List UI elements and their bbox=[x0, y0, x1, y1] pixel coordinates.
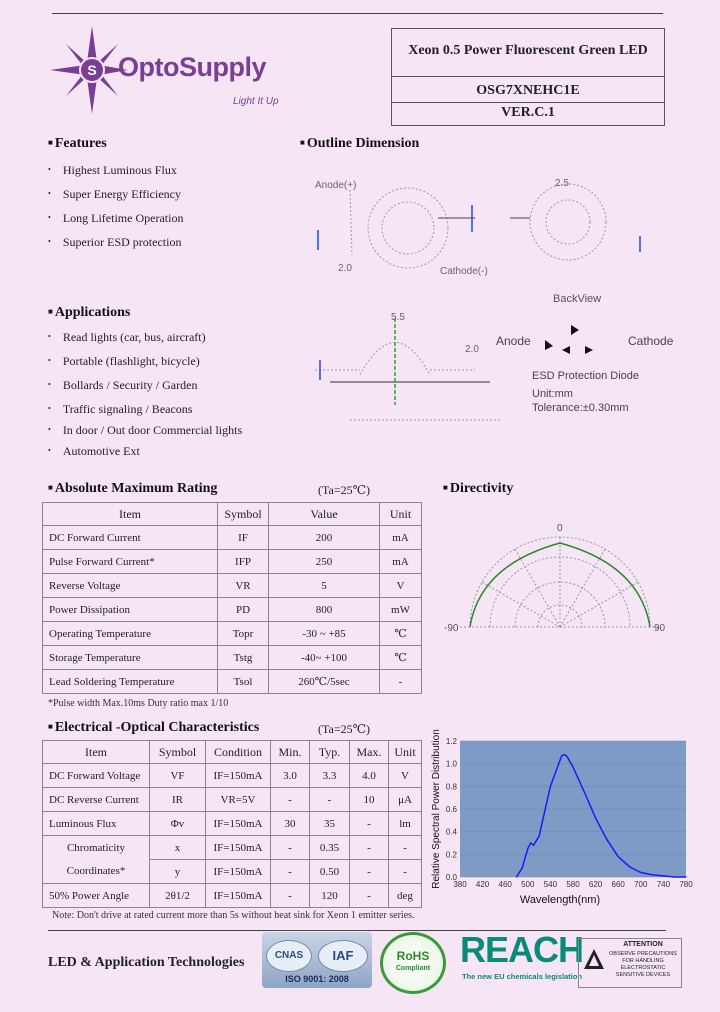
top-rule bbox=[52, 13, 663, 14]
feature-item: • Superior ESD protection bbox=[48, 235, 181, 250]
y-tick-label: 0.8 bbox=[445, 782, 457, 792]
electrical-table bbox=[42, 740, 422, 908]
cell-item: Power Dissipation bbox=[43, 598, 218, 622]
reach-sub: The new EU chemicals legislation bbox=[462, 972, 583, 981]
brand-name: OptoSupply bbox=[118, 52, 266, 82]
spectrum-chart bbox=[428, 729, 693, 907]
table-row bbox=[43, 764, 422, 788]
electrical-heading: ■ Electrical -Optical Characteristics bbox=[48, 720, 259, 736]
col-header: Min. bbox=[271, 741, 310, 764]
outline-dimension-drawing bbox=[300, 160, 700, 425]
cell-item: Storage Temperature bbox=[43, 646, 218, 670]
dimension-line bbox=[350, 190, 352, 255]
col-header: Unit bbox=[380, 503, 422, 526]
cell-condition: VR=5V bbox=[206, 788, 271, 812]
polar-spoke bbox=[515, 549, 560, 627]
cell-symbol: PD bbox=[218, 598, 269, 622]
product-title: Xeon 0.5 Power Fluorescent Green LED bbox=[408, 43, 648, 58]
cell-condition: IF=150mA bbox=[206, 884, 271, 908]
x-tick-label: 780 bbox=[679, 880, 693, 889]
spectrum-data-point bbox=[564, 754, 565, 755]
cell-value: 250 bbox=[269, 550, 380, 574]
cell-symbol: VR bbox=[218, 574, 269, 598]
version: VER.C.1 bbox=[501, 105, 555, 120]
cell-symbol: Φv bbox=[150, 812, 206, 836]
electrical-note: Note: Don't drive at rated current more than 5s without heat sink for Xeon 1 emitter series. bbox=[52, 910, 415, 921]
col-header: Symbol bbox=[218, 503, 269, 526]
cell-max: - bbox=[350, 860, 389, 884]
cell-unit: V bbox=[380, 574, 422, 598]
cell-max: 4.0 bbox=[350, 764, 389, 788]
cell-unit: - bbox=[389, 836, 422, 860]
x-tick-label: 580 bbox=[566, 880, 580, 889]
title-box bbox=[391, 28, 665, 126]
spectrum-data-point bbox=[567, 756, 568, 757]
col-header: Max. bbox=[350, 741, 389, 764]
cell-symbol: 2θ1/2 bbox=[150, 884, 206, 908]
table-row bbox=[43, 574, 422, 598]
table-row bbox=[43, 836, 422, 860]
x-tick-label: 700 bbox=[634, 880, 648, 889]
spectrum-data-point bbox=[606, 839, 607, 840]
cell-item: 50% Power Angle bbox=[43, 884, 150, 908]
spectrum-data-point bbox=[652, 874, 653, 875]
x-tick-label: 740 bbox=[656, 880, 671, 889]
cell-unit: mA bbox=[380, 550, 422, 574]
rohs-badge bbox=[380, 932, 446, 994]
feature-item: • Long Lifetime Operation bbox=[48, 211, 183, 226]
cell-unit: mW bbox=[380, 598, 422, 622]
cell-condition: IF=150mA bbox=[206, 836, 271, 860]
title-divider bbox=[392, 76, 664, 77]
logo-letter: S bbox=[87, 62, 97, 78]
dim-label: 2.0 bbox=[338, 263, 352, 274]
cell-symbol: x bbox=[150, 836, 206, 860]
cell-min: - bbox=[271, 788, 310, 812]
cell-min: - bbox=[271, 860, 310, 884]
cell-condition: IF=150mA bbox=[206, 764, 271, 788]
y-tick-label: 0.2 bbox=[445, 850, 457, 860]
cell-typ: - bbox=[310, 788, 350, 812]
table-row bbox=[43, 884, 422, 908]
cell-item: DC Reverse Current bbox=[43, 788, 150, 812]
spectrum-data-point bbox=[685, 876, 686, 877]
cell-item: Pulse Forward Current* bbox=[43, 550, 218, 574]
col-header: Item bbox=[43, 503, 218, 526]
cell-unit: mA bbox=[380, 526, 422, 550]
dim-label: 2.5 bbox=[555, 178, 569, 189]
col-header: Value bbox=[269, 503, 380, 526]
cell-symbol: y bbox=[150, 860, 206, 884]
application-item: • Read lights (car, bus, aircraft) bbox=[48, 330, 206, 345]
part-number: OSG7XNEHC1E bbox=[476, 83, 580, 98]
table-row bbox=[43, 788, 422, 812]
spectrum-data-point bbox=[522, 867, 523, 868]
table-row bbox=[43, 812, 422, 836]
col-header: Unit bbox=[389, 741, 422, 764]
front-outline-circle bbox=[368, 188, 448, 268]
company-name: LED & Application Technologies bbox=[48, 955, 245, 970]
cell-symbol: VF bbox=[150, 764, 206, 788]
cnas-logo: CNAS bbox=[266, 940, 312, 972]
cell-unit: - bbox=[380, 670, 422, 694]
abs-max-heading: ■ Absolute Maximum Rating bbox=[48, 481, 217, 497]
cell-min: - bbox=[271, 836, 310, 860]
cell-unit: μA bbox=[389, 788, 422, 812]
spectrum-data-point bbox=[640, 872, 641, 873]
cell-unit: deg bbox=[389, 884, 422, 908]
cathode-minus-label: Cathode(-) bbox=[440, 266, 488, 277]
cell-symbol: IR bbox=[150, 788, 206, 812]
cathode-label: Cathode bbox=[628, 334, 674, 348]
applications-heading: ■ Applications bbox=[48, 305, 130, 321]
cell-min: - bbox=[271, 884, 310, 908]
cell-max: - bbox=[350, 812, 389, 836]
spectrum-data-point bbox=[572, 766, 573, 767]
cell-item: DC Forward Current bbox=[43, 526, 218, 550]
application-item: • In door / Out door Commercial lights bbox=[48, 423, 242, 438]
x-tick-label: 540 bbox=[543, 880, 558, 889]
cell-value: 260℃/5sec bbox=[269, 670, 380, 694]
cell-item: Luminous Flux bbox=[43, 812, 150, 836]
cell-unit: - bbox=[389, 860, 422, 884]
spectrum-data-point bbox=[527, 848, 528, 849]
spectrum-data-point bbox=[629, 866, 630, 867]
polar-arc bbox=[490, 557, 630, 627]
cell-unit: V bbox=[389, 764, 422, 788]
outline-heading: ■ Outline Dimension bbox=[300, 136, 419, 152]
cell-unit: ℃ bbox=[380, 622, 422, 646]
dim-label: 5.5 bbox=[391, 312, 405, 323]
angle-label: 0 bbox=[557, 523, 563, 534]
cell-max: - bbox=[350, 836, 389, 860]
cell-condition: IF=150mA bbox=[206, 812, 271, 836]
table-row bbox=[43, 860, 422, 884]
feature-item: • Highest Luminous Flux bbox=[48, 163, 177, 178]
iaf-logo: IAF bbox=[318, 940, 368, 972]
cell-typ: 0.50 bbox=[310, 860, 350, 884]
cell-symbol: Tsol bbox=[218, 670, 269, 694]
cell-item: Reverse Voltage bbox=[43, 574, 218, 598]
esd-diode-symbol bbox=[545, 325, 593, 354]
col-header: Item bbox=[43, 741, 150, 764]
cell-min: 3.0 bbox=[271, 764, 310, 788]
back-view-label: BackView bbox=[553, 293, 602, 305]
back-outline-circle bbox=[530, 184, 606, 260]
cell-unit: lm bbox=[389, 812, 422, 836]
y-tick-label: 0.6 bbox=[445, 805, 457, 814]
attention-text: OBSERVE PRECAUTIONS FOR HANDLING ELECTROSTATIC SENSITIVE DEVICES bbox=[609, 951, 677, 978]
angle-label: 90 bbox=[654, 623, 666, 634]
cell-min: 30 bbox=[271, 812, 310, 836]
x-tick-label: 500 bbox=[521, 880, 535, 889]
application-item: • Traffic signaling / Beacons bbox=[48, 402, 192, 417]
anode-label: Anode bbox=[496, 334, 531, 348]
cell-value: -30 ~ +85 bbox=[269, 622, 380, 646]
cell-item: Chromaticity bbox=[43, 836, 150, 860]
unit-label: Unit:mm bbox=[532, 388, 573, 400]
application-item: • Portable (flashlight, bicycle) bbox=[48, 354, 200, 369]
rohs-sub-label: Compliant bbox=[395, 965, 431, 972]
polar-arc bbox=[538, 605, 582, 627]
y-tick-label: 1.2 bbox=[445, 737, 457, 746]
rohs-label: RoHS bbox=[396, 949, 430, 963]
x-tick-label: 380 bbox=[453, 880, 467, 889]
cell-item: DC Forward Voltage bbox=[43, 764, 150, 788]
cell-max: 10 bbox=[350, 788, 389, 812]
spectrum-data-point bbox=[516, 876, 517, 877]
spectrum-data-point bbox=[539, 836, 540, 837]
cell-item: Operating Temperature bbox=[43, 622, 218, 646]
spectrum-data-point bbox=[674, 876, 675, 877]
esd-warning-icon bbox=[583, 947, 605, 971]
esd-label: ESD Protection Diode bbox=[532, 370, 639, 382]
table-row bbox=[43, 550, 422, 574]
abs-max-condition: (Ta=25℃) bbox=[318, 483, 371, 497]
cell-unit: ℃ bbox=[380, 646, 422, 670]
table-row bbox=[43, 622, 422, 646]
x-tick-label: 620 bbox=[588, 880, 603, 889]
table-row bbox=[43, 526, 422, 550]
table-row bbox=[43, 670, 422, 694]
abs-max-table bbox=[42, 502, 422, 694]
y-tick-label: 0.4 bbox=[445, 827, 457, 837]
abs-max-note: *Pulse width Max.10ms Duty ratio max 1/10 bbox=[48, 698, 229, 709]
features-heading: ■ Features bbox=[48, 136, 107, 152]
iso-label: ISO 9001: 2008 bbox=[285, 974, 349, 984]
attention-title: ATTENTION bbox=[623, 941, 663, 948]
iso-cert-badge bbox=[262, 932, 372, 988]
cell-symbol: IFP bbox=[218, 550, 269, 574]
spectrum-data-point bbox=[584, 791, 585, 792]
x-tick-label: 460 bbox=[498, 880, 512, 889]
title-divider bbox=[392, 102, 664, 103]
cell-typ: 120 bbox=[310, 884, 350, 908]
dim-label: 2.0 bbox=[465, 344, 479, 355]
anode-plus-label: Anode(+) bbox=[315, 180, 357, 191]
cell-symbol: Topr bbox=[218, 622, 269, 646]
cell-typ: 3.3 bbox=[310, 764, 350, 788]
cell-item: Coordinates* bbox=[43, 860, 150, 884]
table-row bbox=[43, 598, 422, 622]
x-tick-label: 420 bbox=[475, 880, 490, 889]
spectrum-data-point bbox=[663, 875, 664, 876]
cell-typ: 0.35 bbox=[310, 836, 350, 860]
spectrum-data-point bbox=[533, 845, 534, 846]
cell-value: 5 bbox=[269, 574, 380, 598]
cell-value: 200 bbox=[269, 526, 380, 550]
table-row bbox=[43, 646, 422, 670]
cell-max: - bbox=[350, 884, 389, 908]
side-view-dome bbox=[360, 343, 430, 376]
spectrum-data-point bbox=[561, 755, 562, 756]
feature-item: • Super Energy Efficiency bbox=[48, 187, 181, 202]
polar-spoke bbox=[482, 582, 560, 627]
esd-attention-label bbox=[578, 938, 682, 988]
cell-value: -40~ +100 bbox=[269, 646, 380, 670]
cell-value: 800 bbox=[269, 598, 380, 622]
chart-y-label: Relative Spectral Power Distribution bbox=[431, 729, 442, 889]
application-item: • Bollards / Security / Garden bbox=[48, 378, 197, 393]
directivity-heading: ■ Directivity bbox=[443, 481, 513, 497]
angle-label: -90 bbox=[444, 623, 459, 634]
col-header: Condition bbox=[206, 741, 271, 764]
application-item: • Automotive Ext bbox=[48, 444, 140, 459]
x-tick-label: 660 bbox=[611, 880, 625, 889]
spectrum-data-point bbox=[550, 786, 551, 787]
cell-item: Lead Soldering Temperature bbox=[43, 670, 218, 694]
col-header: Typ. bbox=[310, 741, 350, 764]
cell-typ: 35 bbox=[310, 812, 350, 836]
spectrum-data-point bbox=[530, 842, 531, 843]
polar-arc bbox=[515, 582, 605, 627]
cell-symbol: IF bbox=[218, 526, 269, 550]
chart-x-label: Wavelength(nm) bbox=[519, 894, 601, 906]
spectrum-data-point bbox=[595, 817, 596, 818]
y-tick-label: 1.0 bbox=[445, 759, 457, 769]
tolerance-label: Tolerance:±0.30mm bbox=[532, 402, 629, 414]
directivity-polar-plot bbox=[440, 515, 680, 640]
cell-condition: IF=150mA bbox=[206, 860, 271, 884]
brand-tagline: Light It Up bbox=[233, 96, 279, 107]
back-inner-circle bbox=[546, 200, 590, 244]
y-tick-label: 0.0 bbox=[445, 873, 457, 882]
reach-logo: REACH bbox=[460, 929, 584, 970]
col-header: Symbol bbox=[150, 741, 206, 764]
spectrum-data-point bbox=[618, 856, 619, 857]
cell-symbol: Tstg bbox=[218, 646, 269, 670]
front-lens-circle bbox=[382, 202, 434, 254]
electrical-condition: (Ta=25℃) bbox=[318, 722, 371, 736]
